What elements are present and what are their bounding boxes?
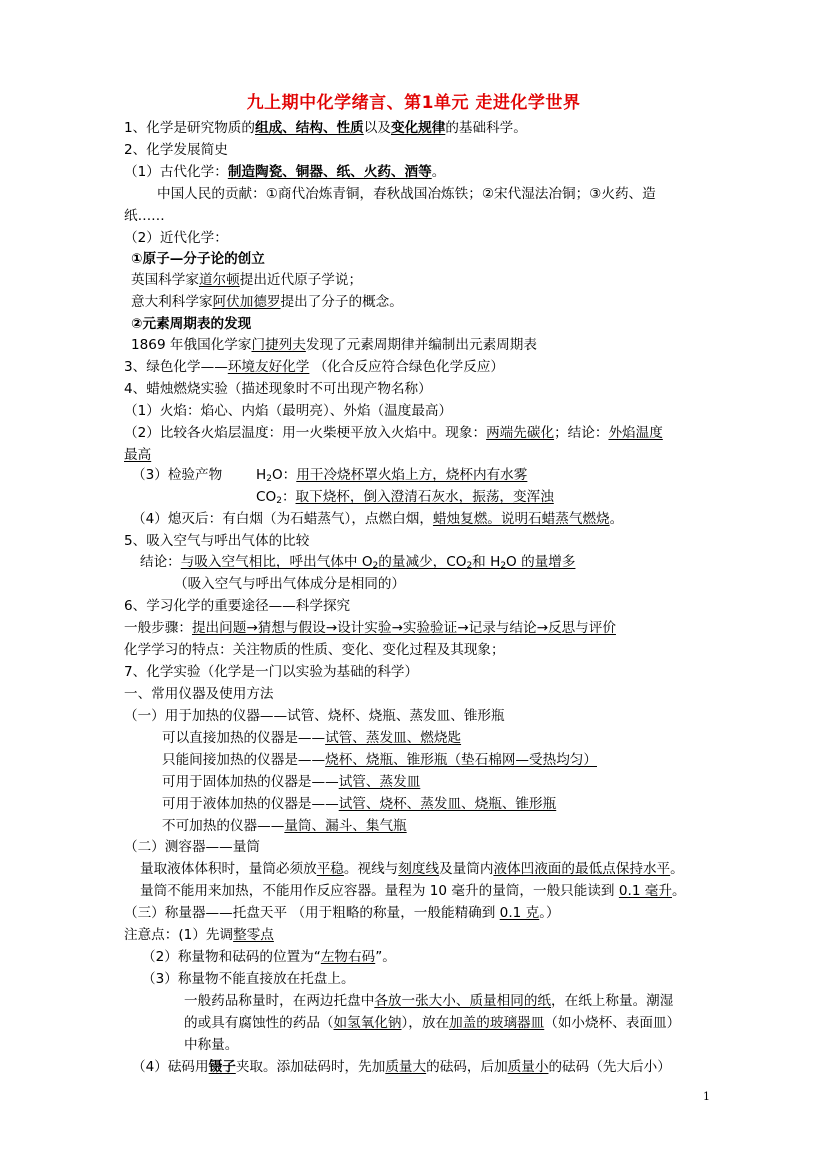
para-23: 6、学习化学的重要途径——科学探究 [124,598,351,614]
para-24: 一般步骤：提出问题→猜想与假设→设计实验→实验验证→记录与结论→反思与评价 [124,620,616,636]
para-10: ②元素周期表的发现 [131,316,252,332]
para-1: 1、化学是研究物质的组成、结构、性质以及变化规律的基础科学。 [124,120,527,136]
para-30: 只能间接加热的仪器是——烧杯、烧瓶、锥形瓶（垫石棉网—受热均匀） [162,752,597,768]
page-number: 1 [703,1090,710,1103]
para-6: （2）近代化学： [124,230,228,246]
para-11: 1869 年俄国化学家门捷列夫发现了元素周期律并编制出元素周期表 [131,337,537,353]
para-25: 化学学习的特点：关注物质的性质、变化、变化过程及其现象； [124,642,505,658]
para-35: 量取液体体积时，量筒必须放平稳。视线与刻度线及量筒内液体凹液面的最低点保持水平。 [140,861,684,877]
para-33: 不可加热的仪器——量筒、漏斗、集气瓶 [162,818,407,834]
para-4: 中国人民的贡献：①商代冶炼青铜，春秋战国冶炼铁；②宋代湿法冶铜；③火药、造 [157,186,656,202]
para-17-h2o: $H_2O$：用干冷烧杯罩火焰上方，烧杯内有水雾 [256,467,528,484]
para-14: （1）火焰：焰心、内焰（最明亮）、外焰（温度最高） [124,403,453,419]
para-34: （二）测容器——量筒 [124,839,260,855]
para-37: （三）称量器——托盘天平 （用于粗略的称量，一般能精确到 0.1 克。） [124,905,560,921]
para-39: （2）称量物和砝码的位置为“左物右码”。 [142,949,396,965]
para-26: 7、化学实验（化学是一门以实验为基础的科学） [124,664,419,680]
para-13: 4、蜡烛燃烧实验（描述现象时不可出现产物名称） [124,381,432,397]
document-title: 九上期中化学绪言、第1单元 走进化学世界 [246,93,581,113]
para-22: （吸入空气与呼出气体成分是相同的） [174,576,406,592]
para-2: 2、化学发展简史 [124,142,228,158]
para-12: 3、绿色化学——环境友好化学 （化合反应符合绿色化学反应） [124,359,505,375]
para-7: ①原子—分子论的创立 [131,251,265,267]
para-3: （1）古代化学：制造陶瓷、铜器、纸、火药、酒等。 [124,164,446,180]
para-38: 注意点：(1）先调整零点 [124,927,274,943]
para-15: （2）比较各火焰层温度：用一火柴梗平放入火焰中。现象：两端先碳化；结论：外焰温度 [124,425,663,441]
para-36: 量筒不能用来加热，不能用作反应容器。量程为 10 毫升的量筒，一般只能读到 0.1 毫升。 [140,883,686,899]
para-21: 结论：与吸入空气相比，呼出气体中 $O_2$的量减少，$CO_2$和 $H_2O$ 的量增多 [140,554,576,571]
para-16: 最高 [124,447,152,463]
para-17: （3）检验产物 [132,467,223,483]
para-42: 的或具有腐蚀性的药品（如氢氧化钠），放在加盖的玻璃器皿（如小烧杯、表面皿） [184,1015,681,1031]
para-29: 可以直接加热的仪器是——试管、蒸发皿、燃烧匙 [162,730,462,746]
para-9: 意大利科学家阿伏加德罗提出了分子的概念。 [131,294,403,310]
para-20: 5、吸入空气与呼出气体的比较 [124,533,310,549]
para-28: （一）用于加热的仪器——试管、烧杯、烧瓶、蒸发皿、锥形瓶 [124,708,505,724]
para-44: （4）砝码用镊子夹取。添加砝码时，先加质量大的砝码，后加质量小的砝码（先大后小） [132,1059,671,1075]
para-19: （4）熄灭后：有白烟（为石蜡蒸气），点燃白烟，蜡烛复燃。说明石蜡蒸气燃烧。 [132,511,624,527]
para-41: 一般药品称量时，在两边托盘中各放一张大小、质量相同的纸，在纸上称量。潮湿 [184,993,674,1009]
para-40: （3）称量物不能直接放在托盘上。 [142,971,355,987]
para-27: 一、常用仪器及使用方法 [124,686,274,702]
para-31: 可用于固体加热的仪器是——试管、蒸发皿 [162,774,421,790]
para-43: 中称量。 [184,1037,239,1053]
para-8: 英国科学家道尔顿提出近代原子学说； [131,272,363,288]
para-5: 纸…… [124,208,165,224]
para-32: 可用于液体加热的仪器是——试管、烧杯、蒸发皿、烧瓶、锥形瓶 [162,796,557,812]
para-18: $CO_2$：取下烧杯，倒入澄清石灰水，振荡，变浑浊 [256,489,554,506]
